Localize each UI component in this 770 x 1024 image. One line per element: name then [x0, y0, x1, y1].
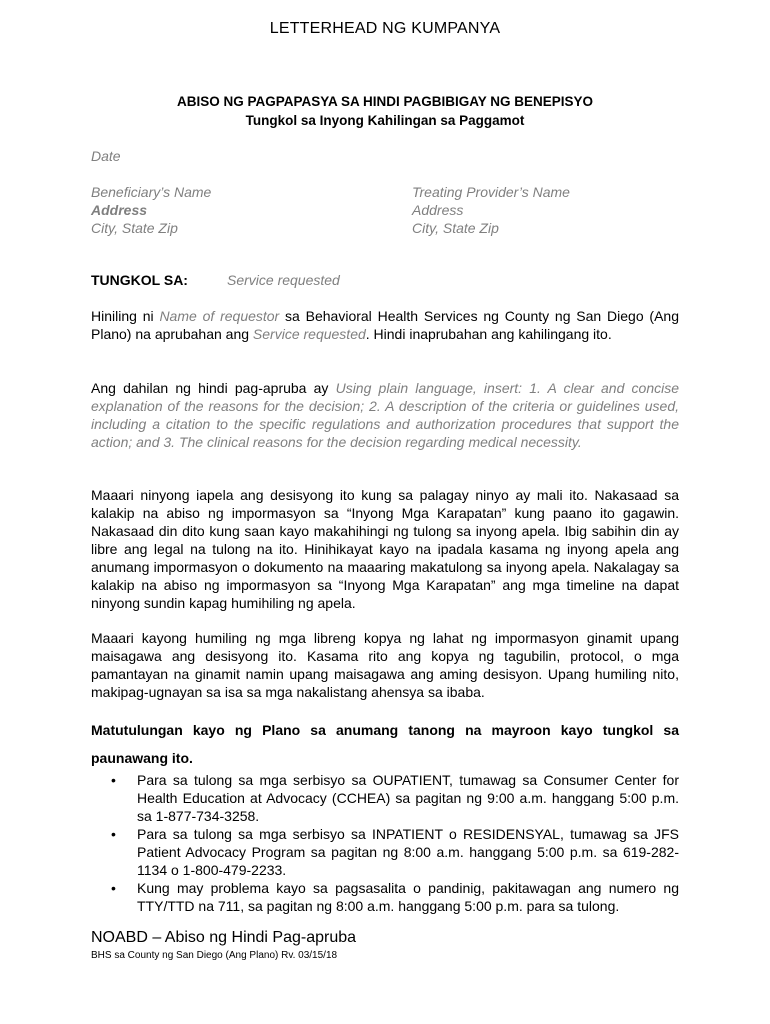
notice-subtitle: Tungkol sa Inyong Kahilingan sa Paggamot [245, 113, 525, 128]
provider-city: City, State Zip [412, 220, 499, 236]
date-placeholder: Date [91, 148, 121, 164]
list-item-text: Kung may problema kayo sa pagsasalita o pandinig, pakitawagan ang numero ng TTY/TTD na 711, sa pagitan ng 8:00 a.m. hanggang 5:00 p.m. para sa tulong. [137, 880, 679, 914]
footer-revision: BHS sa County ng San Diego (Ang Plano) Rv. 03/15/18 [91, 950, 338, 961]
provider-name: Treating Provider’s Name [412, 184, 570, 200]
list-item-text: Para sa tulong sa mga serbisyo sa OUPATIENT, tumawag sa Consumer Center for Health Education at Advocacy (CCHEA) sa pagitan ng 9:00 a.m. hanggang 5:00 p.m. sa 1-877-734-3258. [137, 772, 679, 824]
request-paragraph [91, 307, 679, 343]
list-item [91, 879, 679, 915]
list-item [91, 825, 679, 879]
letterhead: LETTERHEAD NG KUMPANYA [269, 20, 501, 37]
request-text-c: . Hindi inaprubahan ang kahilingang ito. [365, 326, 612, 342]
reason-paragraph [91, 379, 679, 451]
bullet-icon: • [111, 826, 116, 842]
beneficiary-city: City, State Zip [91, 220, 178, 236]
list-item-text: Para sa tulong sa mga serbisyo sa INPATIENT o RESIDENSYAL, tumawag sa JFS Patient Advocacy Program sa pagitan ng 8:00 a.m. hanggang 5:00 p.m. sa 619-282-1134 o 1-800-479-2233. [137, 826, 679, 878]
footer-title: NOABD – Abiso ng Hindi Pag-apruba [91, 929, 357, 946]
regarding-value: Service requested [227, 272, 340, 288]
service-placeholder: Service requested [252, 326, 366, 342]
contact-list [91, 771, 679, 915]
appeal-paragraph: Maaari ninyong iapela ang desisyong ito kung sa palagay ninyo ay mali ito. Nakasaad sa kalakip na abiso ng impormasyon sa “Inyong Mga Karapatan” kung paano ito gagawin. Nakasaad din dito kung saan kayo makahihingi ng tulong sa inyong apela. Ibig sabihin din ay libre ang legal na tulong na ito. Hinihikayat kayo na ipadala kasama ng inyong apela ang anumang impormasyon o dokumento na maaaring makatulong sa inyong apela. Nakalagay sa kalakip na abiso ng impormasyon sa “Inyong Mga Karapatan” ang mga timeline na dapat ninyong sundin kapag humihiling ng apela. [91, 487, 679, 611]
bullet-icon: • [111, 880, 116, 896]
requestor-placeholder: Name of requestor [159, 308, 280, 324]
request-text-b: sa Behavioral Health Services ng County ng San Diego (Ang Plano) na aprubahan ang [91, 308, 679, 342]
regarding-line [91, 272, 340, 288]
bullet-icon: • [111, 772, 116, 788]
list-item [91, 771, 679, 825]
provider-address: Address [412, 202, 464, 218]
beneficiary-name: Beneficiary’s Name [91, 184, 212, 200]
notice-title: ABISO NG PAGPAPASYA SA HINDI PAGBIBIGAY NG BENEPISYO [176, 94, 594, 109]
provider-address-block [412, 183, 570, 237]
reason-text: Ang dahilan ng hindi pag-apruba ay [91, 380, 336, 396]
regarding-label: TUNGKOL SA: [91, 272, 188, 288]
beneficiary-address-block [91, 183, 211, 237]
beneficiary-address: Address [91, 202, 148, 218]
help-heading: Matutulungan kayo ng Plano sa anumang tanong na mayroon kayo tungkol sa paunawang ito. [91, 722, 679, 766]
reason-instructions: Using plain language, insert: 1. A clear and concise explanation of the reasons for the decision; 2. A description of the criteria or guidelines used, including a citation to the specific regulations and authorization procedures that support the action; and 3. The clinical reasons for the decision regarding medical necessity. [91, 380, 680, 450]
request-text-a: Hiniling ni [91, 308, 160, 324]
copies-paragraph: Maaari kayong humiling ng mga libreng kopya ng lahat ng impormasyon ginamit upang maisagawa ang desisyong ito. Kasama rito ang kopya ng tagubilin, protocol, o mga pamantayan na ginamit namin upang maisagawa ang aming desisyon. Upang humiling nito, makipag-ugnayan sa isa sa mga nakalistang ahensya sa ibaba. [91, 630, 679, 700]
